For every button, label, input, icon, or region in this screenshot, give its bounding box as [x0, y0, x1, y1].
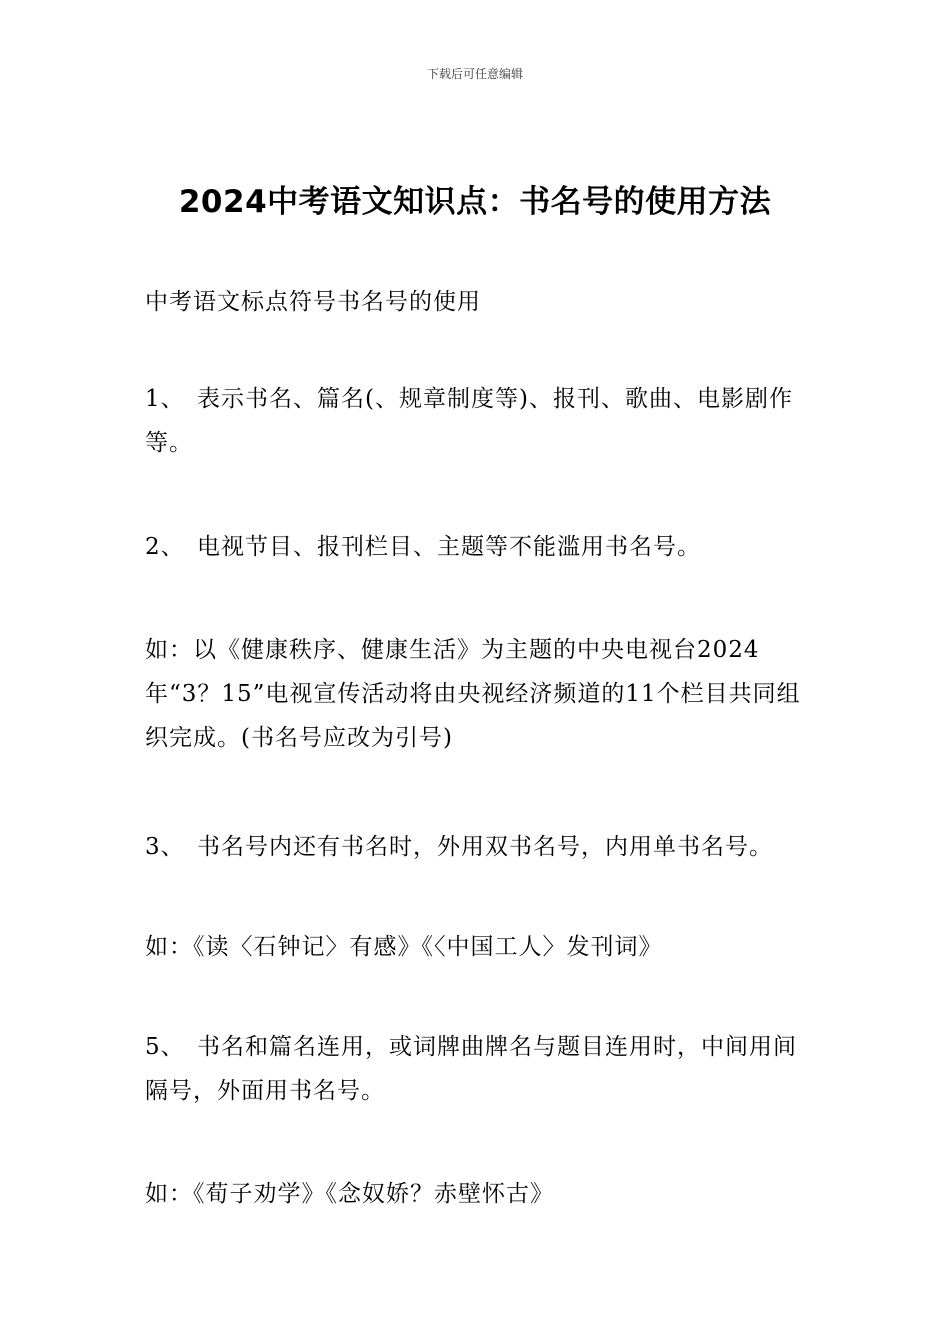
rule-item-2 — [145, 525, 810, 569]
document-title: 2024中考语文知识点：书名号的使用方法 — [178, 184, 772, 220]
rule-text: 表示书名、篇名(、规章制度等)、报刊、歌曲、电影剧作等。 — [145, 386, 793, 456]
rule-text: 书名和篇名连用，或词牌曲牌名与题目连用时，中间用间隔号，外面用书名号。 — [145, 1034, 797, 1104]
example-paragraph-1: 如：以《健康秩序、健康生活》为主题的中央电视台2024年“3？15”电视宣传活动将由央视经济频道的11个栏目共同组织完成。(书名号应改为引号) — [145, 637, 801, 751]
rule-text: 电视节目、报刊栏目、主题等不能滥用书名号。 — [197, 534, 701, 560]
rule-number: 5、 — [145, 1034, 185, 1060]
rule-number: 3、 — [145, 834, 185, 860]
document-subtitle: 中考语文标点符号书名号的使用 — [145, 289, 481, 315]
example-paragraph-3: 如：《读〈石钟记〉有感》《〈中国工人〉发刊词》 — [145, 934, 663, 960]
rule-number: 1、 — [145, 386, 185, 412]
rule-number: 2、 — [145, 534, 185, 560]
rule-item-5 — [145, 1025, 810, 1113]
example-paragraph-5: 如：《荀子劝学》《念奴娇？赤壁怀古》 — [145, 1181, 554, 1207]
rule-text: 书名号内还有书名时，外用双书名号，内用单书名号。 — [197, 834, 773, 860]
rule-item-1 — [145, 377, 810, 465]
rule-item-3 — [145, 825, 810, 869]
page-header-note: 下载后可任意编辑 — [426, 67, 523, 81]
